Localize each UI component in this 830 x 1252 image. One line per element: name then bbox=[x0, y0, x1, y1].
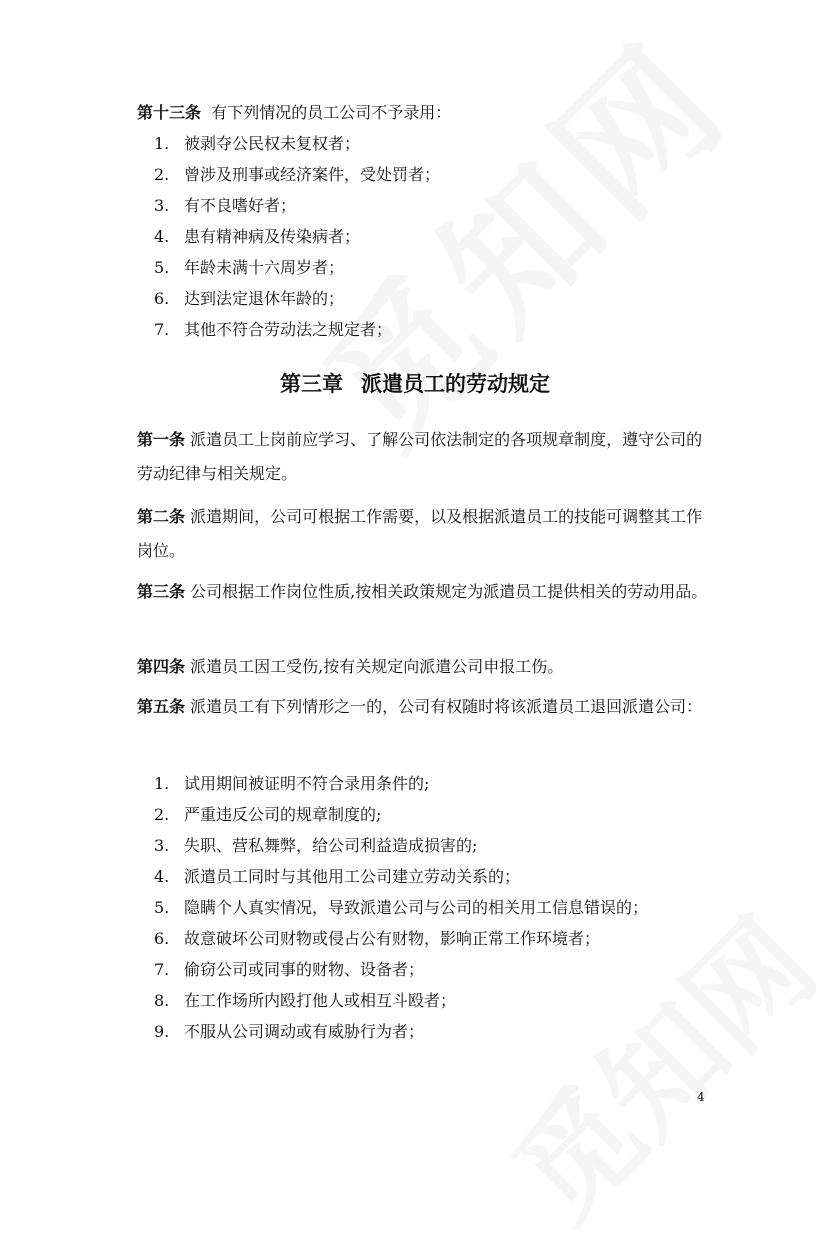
list-item bbox=[154, 985, 648, 1016]
disqualification-list bbox=[154, 128, 440, 345]
list-item bbox=[154, 861, 648, 892]
list-text: 被剥夺公民权未复权者； bbox=[184, 134, 361, 153]
list-number: 7. bbox=[154, 320, 170, 339]
list-item bbox=[154, 314, 440, 345]
list-item bbox=[154, 128, 440, 159]
list-item bbox=[154, 159, 440, 190]
list-item bbox=[154, 799, 648, 830]
list-text: 偷窃公司或同事的财物、设备者； bbox=[184, 960, 425, 979]
list-number: 4. bbox=[154, 867, 170, 886]
list-number: 7. bbox=[154, 960, 170, 979]
list-text: 患有精神病及传染病者； bbox=[184, 227, 361, 246]
list-text: 曾涉及刑事或经济案件，受处罚者； bbox=[184, 165, 441, 184]
list-item bbox=[154, 830, 648, 861]
list-item bbox=[154, 252, 440, 283]
list-text: 有不良嗜好者； bbox=[184, 196, 297, 215]
chapter-number: 第三章 bbox=[280, 372, 343, 396]
list-number: 6. bbox=[154, 289, 170, 308]
article-text: 派遣员工上岗前应学习、了解公司依法制定的各项规章制度，遵守公司的劳动纪律与相关规定。 bbox=[137, 430, 703, 483]
list-item bbox=[154, 923, 648, 954]
list-text: 年龄未满十六周岁者； bbox=[184, 258, 345, 277]
list-number: 6. bbox=[154, 929, 170, 948]
list-number: 5. bbox=[154, 258, 170, 277]
list-number: 5. bbox=[154, 898, 170, 917]
list-item bbox=[154, 768, 648, 799]
article-label: 第一条 bbox=[137, 430, 186, 449]
list-item bbox=[154, 1016, 648, 1047]
article-text: 有下列情况的员工公司不予录用： bbox=[211, 103, 452, 122]
article-label: 第二条 bbox=[137, 507, 186, 526]
list-text: 失职、营私舞弊，给公司利益造成损害的; bbox=[184, 836, 478, 855]
article-label: 第五条 bbox=[137, 697, 186, 716]
article-text: 派遣期间，公司可根据工作需要，以及根据派遣员工的技能可调整其工作岗位。 bbox=[137, 507, 703, 560]
list-number: 2. bbox=[154, 165, 170, 184]
chapter-name: 派遣员工的劳动规定 bbox=[361, 372, 550, 396]
list-number: 1. bbox=[154, 134, 170, 153]
article-3 bbox=[137, 575, 712, 609]
list-item bbox=[154, 954, 648, 985]
article-label: 第四条 bbox=[137, 657, 186, 676]
list-text: 隐瞒个人真实情况，导致派遣公司与公司的相关用工信息错误的； bbox=[184, 898, 649, 917]
list-text: 严重违反公司的规章制度的; bbox=[184, 805, 382, 824]
article-text: 派遣员工因工受伤,按有关规定向派遣公司申报工伤。 bbox=[190, 657, 564, 676]
list-number: 9. bbox=[154, 1022, 170, 1041]
article-2 bbox=[137, 500, 712, 568]
list-text: 试用期间被证明不符合录用条件的; bbox=[184, 774, 430, 793]
list-number: 1. bbox=[154, 774, 170, 793]
list-item bbox=[154, 221, 440, 252]
article-text: 派遣员工有下列情形之一的，公司有权随时将该派遣员工退回派遣公司： bbox=[190, 697, 703, 716]
list-item bbox=[154, 190, 440, 221]
article-label: 第三条 bbox=[137, 582, 186, 601]
list-item bbox=[154, 283, 440, 314]
article-text: 公司根据工作岗位性质,按相关政策规定为派遣员工提供相关的劳动用品。 bbox=[190, 582, 708, 601]
list-text: 在工作场所内殴打他人或相互斗殴者； bbox=[184, 991, 457, 1010]
list-item bbox=[154, 892, 648, 923]
list-number: 8. bbox=[154, 991, 170, 1010]
article-5 bbox=[137, 690, 712, 724]
list-text: 达到法定退休年龄的； bbox=[184, 289, 345, 308]
list-text: 其他不符合劳动法之规定者； bbox=[184, 320, 393, 339]
list-text: 不服从公司调动或有威胁行为者； bbox=[184, 1022, 425, 1041]
article-1 bbox=[137, 423, 712, 491]
list-number: 2. bbox=[154, 805, 170, 824]
list-number: 4. bbox=[154, 227, 170, 246]
page-number: 4 bbox=[697, 1090, 705, 1104]
article-13 bbox=[137, 100, 451, 123]
article-label: 第十三条 bbox=[137, 103, 202, 122]
list-number: 3. bbox=[154, 196, 170, 215]
list-text: 故意破坏公司财物或侵占公有财物，影响正常工作环境者； bbox=[184, 929, 601, 948]
list-number: 3. bbox=[154, 836, 170, 855]
list-text: 派遣员工同时与其他用工公司建立劳动关系的； bbox=[184, 867, 521, 886]
article-4 bbox=[137, 650, 712, 684]
dismissal-list bbox=[154, 768, 648, 1047]
chapter-title bbox=[0, 368, 830, 398]
